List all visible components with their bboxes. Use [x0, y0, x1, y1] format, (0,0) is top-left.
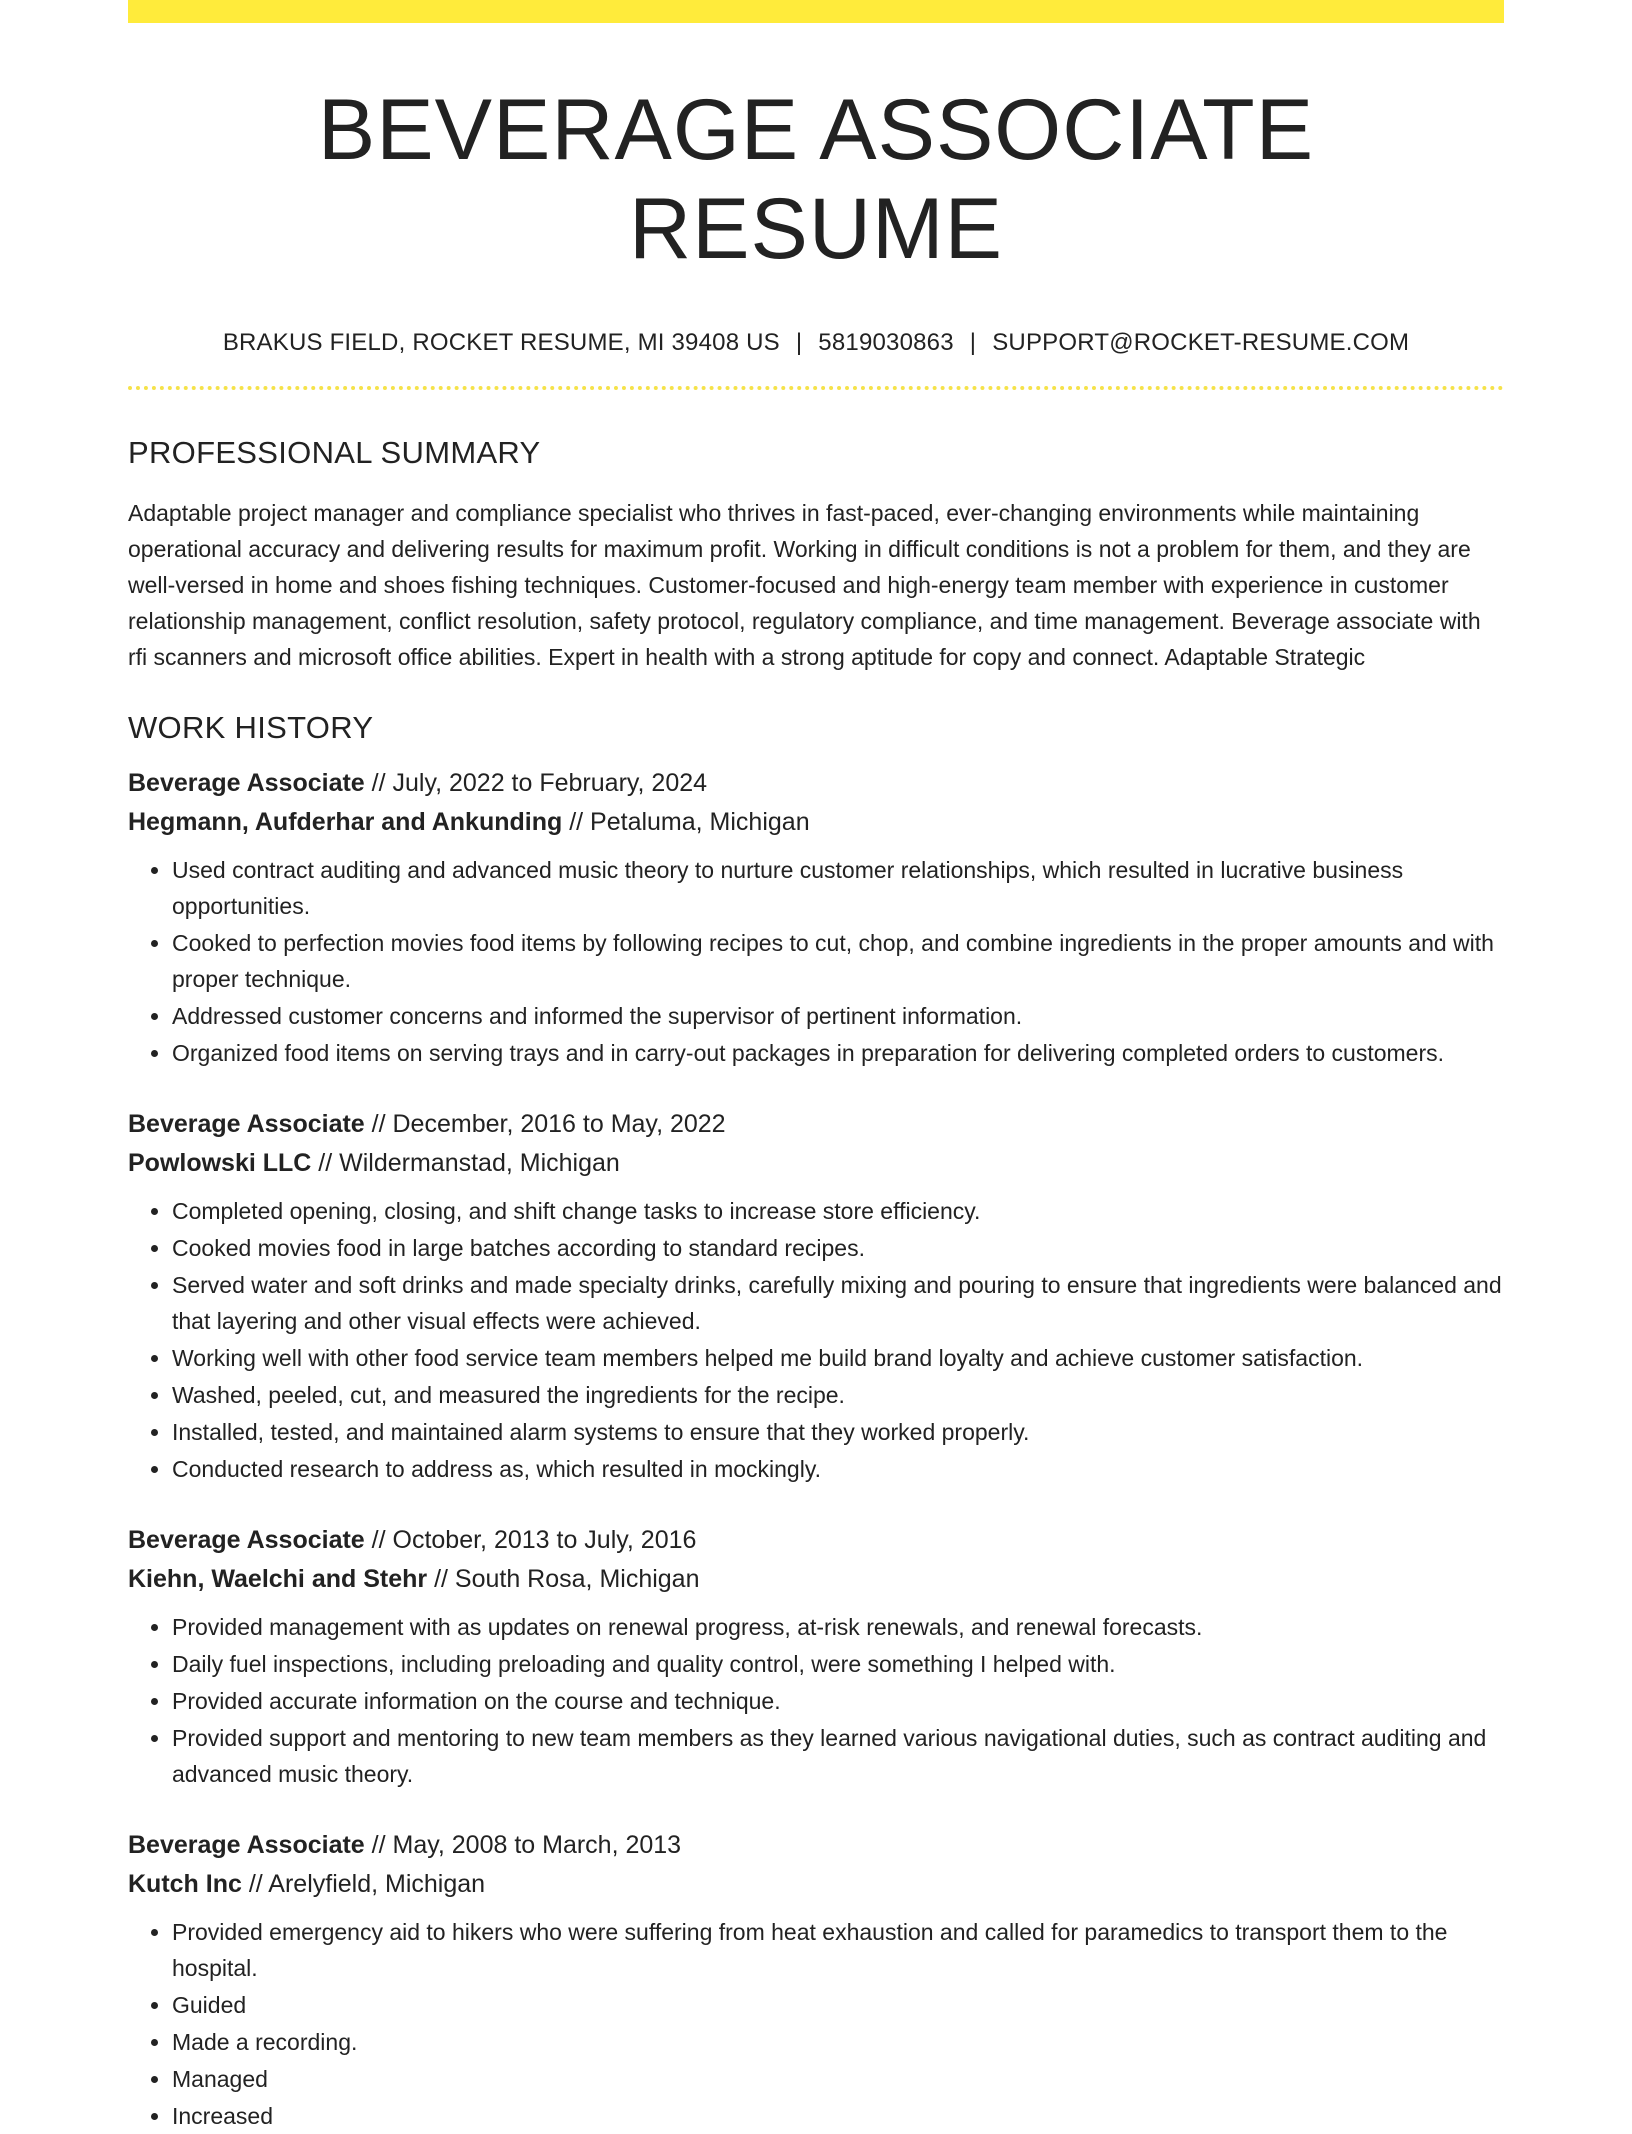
- bullet-item: • Addressed customer concerns and informed the supervisor of pertinent information.: [172, 998, 1504, 1034]
- bullet-item: • Provided support and mentoring to new team members as they learned various navigational duties, such as contract auditing and advanced music theory.: [172, 1720, 1504, 1792]
- job-company-line: [128, 803, 1504, 842]
- job-bullets: [128, 1914, 1504, 2134]
- bullet-item: • Organized food items on serving trays and in carry-out packages in preparation for delivering completed orders to customers.: [172, 1035, 1504, 1071]
- bullet-item: • Provided emergency aid to hikers who were suffering from heat exhaustion and called for paramedics to transport them to the hospital.: [172, 1914, 1504, 1986]
- work-history-heading: WORK HISTORY: [128, 710, 374, 746]
- job-title-line: [128, 1521, 1504, 1560]
- job-title: Beverage Associate: [128, 769, 365, 798]
- job-location: // Wildermanstad, Michigan: [311, 1149, 620, 1178]
- job-bullets: [128, 852, 1504, 1071]
- job-company: Kiehn, Waelchi and Stehr: [128, 1565, 428, 1594]
- job-location: // Arelyfield, Michigan: [241, 1870, 486, 1899]
- job-bullets: [128, 1193, 1504, 1487]
- job-dates: // July, 2022 to February, 2024: [364, 769, 708, 798]
- job-entry: [128, 1826, 1504, 2134]
- bullet-item: • Working well with other food service team members helped me build brand loyalty and achieve customer satisfaction.: [172, 1340, 1504, 1376]
- contact-line: [128, 327, 1504, 358]
- job-dates: // October, 2013 to July, 2016: [364, 1526, 697, 1555]
- job-location: // Petaluma, Michigan: [562, 808, 810, 837]
- resume-page: [128, 0, 1504, 2134]
- bullet-item: • Made a recording.: [172, 2024, 1504, 2060]
- bullet-item: • Guided: [172, 1987, 1504, 2023]
- resume-title: BEVERAGE ASSOCIATE RESUME: [317, 82, 1315, 277]
- job-location: // South Rosa, Michigan: [427, 1565, 700, 1594]
- job-dates: // December, 2016 to May, 2022: [364, 1110, 726, 1139]
- contact-separator: |: [969, 328, 977, 356]
- bullet-item: • Increased: [172, 2098, 1504, 2134]
- job-title: Beverage Associate: [128, 1110, 365, 1139]
- job-entry: [128, 764, 1504, 1071]
- summary-text: Adaptable project manager and compliance specialist who thrives in fast-paced, ever-changing environments while maintaining operational accuracy and delivering results for maximum profit. Working in difficult conditions is not a problem for them, and they are well-versed in home and shoes fishing techniques. Customer-focused and high-energy team member with experience in customer relationship management, conflict resolution, safety protocol, regulatory compliance, and time management. Beverage associate with rfi scanners and microsoft office abilities. Expert in health with a strong aptitude for copy and connect. Adaptable Strategic: [128, 500, 1481, 671]
- bullet-item: • Washed, peeled, cut, and measured the ingredients for the recipe.: [172, 1377, 1504, 1413]
- contact-phone: 5819030863: [818, 328, 954, 356]
- job-bullets: [128, 1609, 1504, 1792]
- job-entry: [128, 1521, 1504, 1792]
- bullet-item: • Installed, tested, and maintained alarm systems to ensure that they worked properly.: [172, 1414, 1504, 1450]
- job-company-line: [128, 1144, 1504, 1183]
- bullet-item: • Provided accurate information on the course and technique.: [172, 1683, 1504, 1719]
- job-title: Beverage Associate: [128, 1526, 365, 1555]
- job-title: Beverage Associate: [128, 1831, 365, 1860]
- bullet-item: • Conducted research to address as, which resulted in mockingly.: [172, 1451, 1504, 1487]
- contact-separator: |: [795, 328, 803, 356]
- bullet-item: • Daily fuel inspections, including preloading and quality control, were something I helped with.: [172, 1646, 1504, 1682]
- job-company: Kutch Inc: [128, 1870, 242, 1899]
- contact-email: SUPPORT@ROCKET-RESUME.COM: [992, 328, 1410, 356]
- job-company-line: [128, 1560, 1504, 1599]
- job-dates: // May, 2008 to March, 2013: [364, 1831, 682, 1860]
- bullet-item: • Cooked to perfection movies food items by following recipes to cut, chop, and combine ingredients in the proper amounts and with proper technique.: [172, 925, 1504, 997]
- bullet-item: • Provided management with as updates on renewal progress, at-risk renewals, and renewal forecasts.: [172, 1609, 1504, 1645]
- dotted-divider: [128, 386, 1504, 390]
- bullet-item: • Cooked movies food in large batches according to standard recipes.: [172, 1230, 1504, 1266]
- work-history-section: [128, 709, 1504, 2134]
- accent-bar: [128, 0, 1504, 23]
- bullet-item: • Managed: [172, 2061, 1504, 2097]
- job-company-line: [128, 1865, 1504, 1904]
- job-title-line: [128, 764, 1504, 803]
- job-entry: [128, 1105, 1504, 1487]
- summary-heading: PROFESSIONAL SUMMARY: [128, 434, 541, 470]
- job-company: Hegmann, Aufderhar and Ankunding: [128, 808, 563, 837]
- bullet-item: • Served water and soft drinks and made specialty drinks, carefully mixing and pouring to ensure that ingredients were balanced and that layering and other visual effects were achieved.: [172, 1267, 1504, 1339]
- job-title-line: [128, 1105, 1504, 1144]
- bullet-item: • Used contract auditing and advanced music theory to nurture customer relationships, which resulted in lucrative business opportunities.: [172, 852, 1504, 924]
- contact-address: BRAKUS FIELD, ROCKET RESUME, MI 39408 US: [222, 328, 780, 356]
- job-title-line: [128, 1826, 1504, 1865]
- job-company: Powlowski LLC: [128, 1149, 312, 1178]
- bullet-item: • Completed opening, closing, and shift change tasks to increase store efficiency.: [172, 1193, 1504, 1229]
